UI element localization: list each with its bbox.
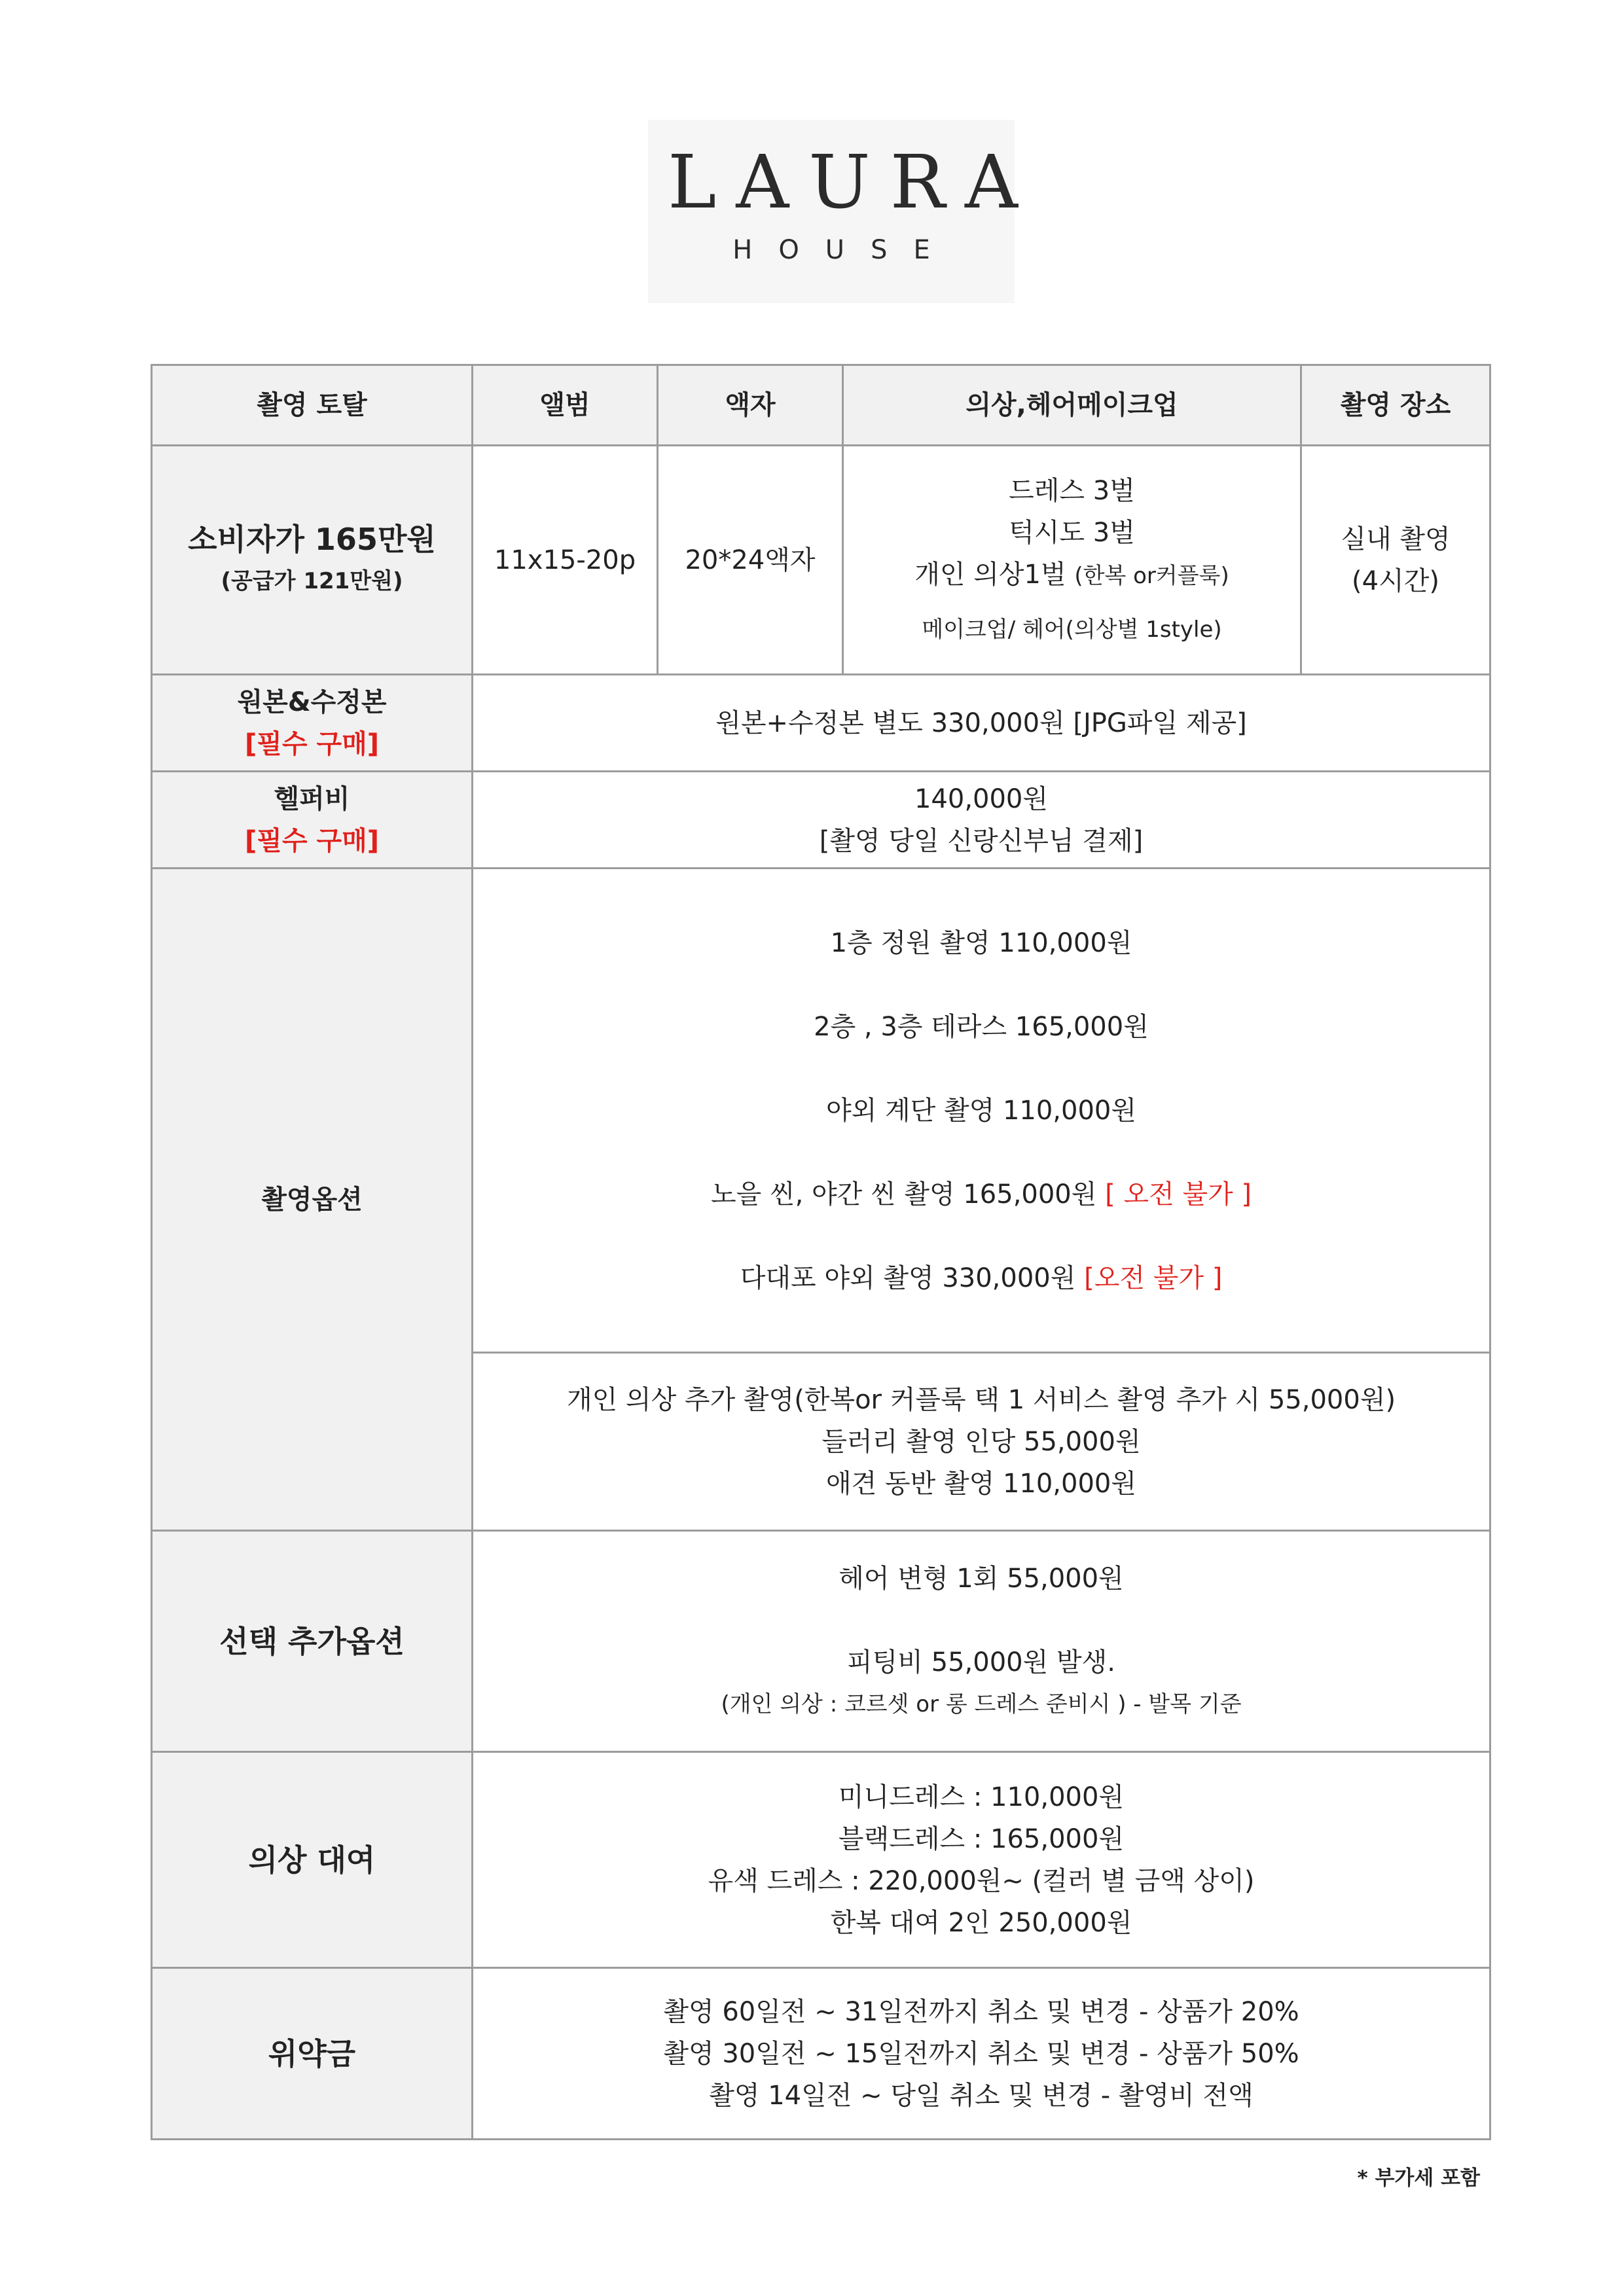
rental-row [152,1752,1490,1968]
original-label-cell [152,675,473,772]
costume-personal-note: (한복 or커플룩) [1074,562,1229,589]
fitting-fee: 피팅비 55,000원 발생. [847,1647,1115,1677]
options-row [152,869,1490,1353]
option-item-text: 다대포 야외 촬영 330,000원 [740,1263,1085,1293]
album-cell: 11x15-20p [473,446,658,675]
helper-row [152,772,1490,869]
header-cell-costume: 의상,헤어메이크업 [843,365,1301,446]
costume-tuxedo: 턱시도 3벌 [1009,517,1135,548]
helper-label: 헬퍼비 [274,783,350,814]
package-row [152,446,1490,675]
fitting-note: (개인 의상 : 코르셋 or 롱 드레스 준비시 ) - 발목 기준 [721,1691,1242,1717]
original-required-badge: [필수 구매] [244,728,380,759]
header-cell-frame: 액자 [658,365,843,446]
rental-item: 한복 대여 2인 250,000원 [830,1907,1132,1938]
costume-personal-text: 개인 의상1벌 [914,559,1066,590]
option-item: 2층 , 3층 테라스 165,000원 [814,1011,1149,1042]
rental-cell [473,1752,1490,1968]
location-cell [1301,446,1490,675]
option-item-note: [ 오전 불가 ] [1105,1179,1252,1210]
vat-footnote: * 부가세 포함 [1357,2166,1480,2190]
price-table [151,364,1491,2140]
extra-option: 개인 의상 추가 촬영(한복or 커플룩 택 1 서비스 촬영 추가 시 55,000원) [566,1384,1396,1415]
options-label: 촬영옵션 [152,869,473,1531]
options-list-cell [473,869,1490,1353]
option-item: 1층 정원 촬영 110,000원 [830,927,1132,958]
rental-item: 블랙드레스 : 165,000원 [838,1823,1125,1854]
penalty-cell [473,1968,1490,2140]
consumer-price: 소비자가 165만원 [188,521,436,557]
original-label: 원본&수정본 [237,687,387,717]
extra-option: 애견 동반 촬영 110,000원 [825,1468,1137,1499]
helper-price: 140,000원 [914,783,1049,814]
helper-note: [촬영 당일 신랑신부님 결제] [819,825,1144,856]
penalty-item: 촬영 30일전 ~ 15일전까지 취소 및 변경 - 상품가 50% [663,2038,1299,2069]
logo-wordmark: LAURA [668,140,1038,225]
brand-logo [648,120,1038,303]
original-row [152,675,1490,772]
package-price-cell [152,446,473,675]
penalty-label: 위약금 [152,1968,473,2140]
rental-label: 의상 대여 [152,1752,473,1968]
option-item-text: 노을 씬, 야간 씬 촬영 165,000원 [710,1179,1106,1210]
helper-label-cell [152,772,473,869]
frame-cell: 20*24액자 [658,446,843,675]
penalty-item: 촬영 14일전 ~ 당일 취소 및 변경 - 촬영비 전액 [709,2080,1254,2111]
penalty-row [152,1968,1490,2140]
location-text: 실내 촬영 [1341,524,1451,554]
rental-item: 유색 드레스 : 220,000원~ (컬러 별 금액 상이) [708,1865,1255,1896]
costume-personal [844,554,1300,597]
header-cell-album: 앨범 [473,365,658,446]
options-extra-cell [473,1353,1490,1531]
header-cell-total: 촬영 토탈 [152,365,473,446]
supply-price: (공급가 121만원) [221,567,403,594]
logo-subtitle: HOUSE [732,235,956,265]
original-value: 원본+수정본 별도 330,000원 [JPG파일 제공] [473,675,1490,772]
option-item: 야외 계단 촬영 110,000원 [825,1095,1137,1126]
helper-value-cell [473,772,1490,869]
costume-cell [843,446,1301,675]
makeup-hair: 메이크업/ 헤어(의상별 1style) [922,616,1222,643]
option-item [473,1257,1489,1299]
costume-dress: 드레스 3벌 [1009,475,1135,506]
location-time: (4시간) [1352,565,1439,596]
option-item [473,1174,1489,1215]
rental-item: 미니드레스 : 110,000원 [838,1782,1125,1812]
hair-change-option: 헤어 변형 1회 55,000원 [839,1563,1124,1594]
header-cell-location: 촬영 장소 [1301,365,1490,446]
extra-option: 들러리 촬영 인당 55,000원 [821,1426,1141,1457]
add-options-label: 선택 추가옵션 [152,1531,473,1752]
penalty-item: 촬영 60일전 ~ 31일전까지 취소 및 변경 - 상품가 20% [663,1996,1299,2027]
add-options-cell [473,1531,1490,1752]
option-item-note: [오전 불가 ] [1084,1263,1223,1293]
header-row [152,365,1490,446]
helper-required-badge: [필수 구매] [244,825,380,856]
add-options-row [152,1531,1490,1752]
